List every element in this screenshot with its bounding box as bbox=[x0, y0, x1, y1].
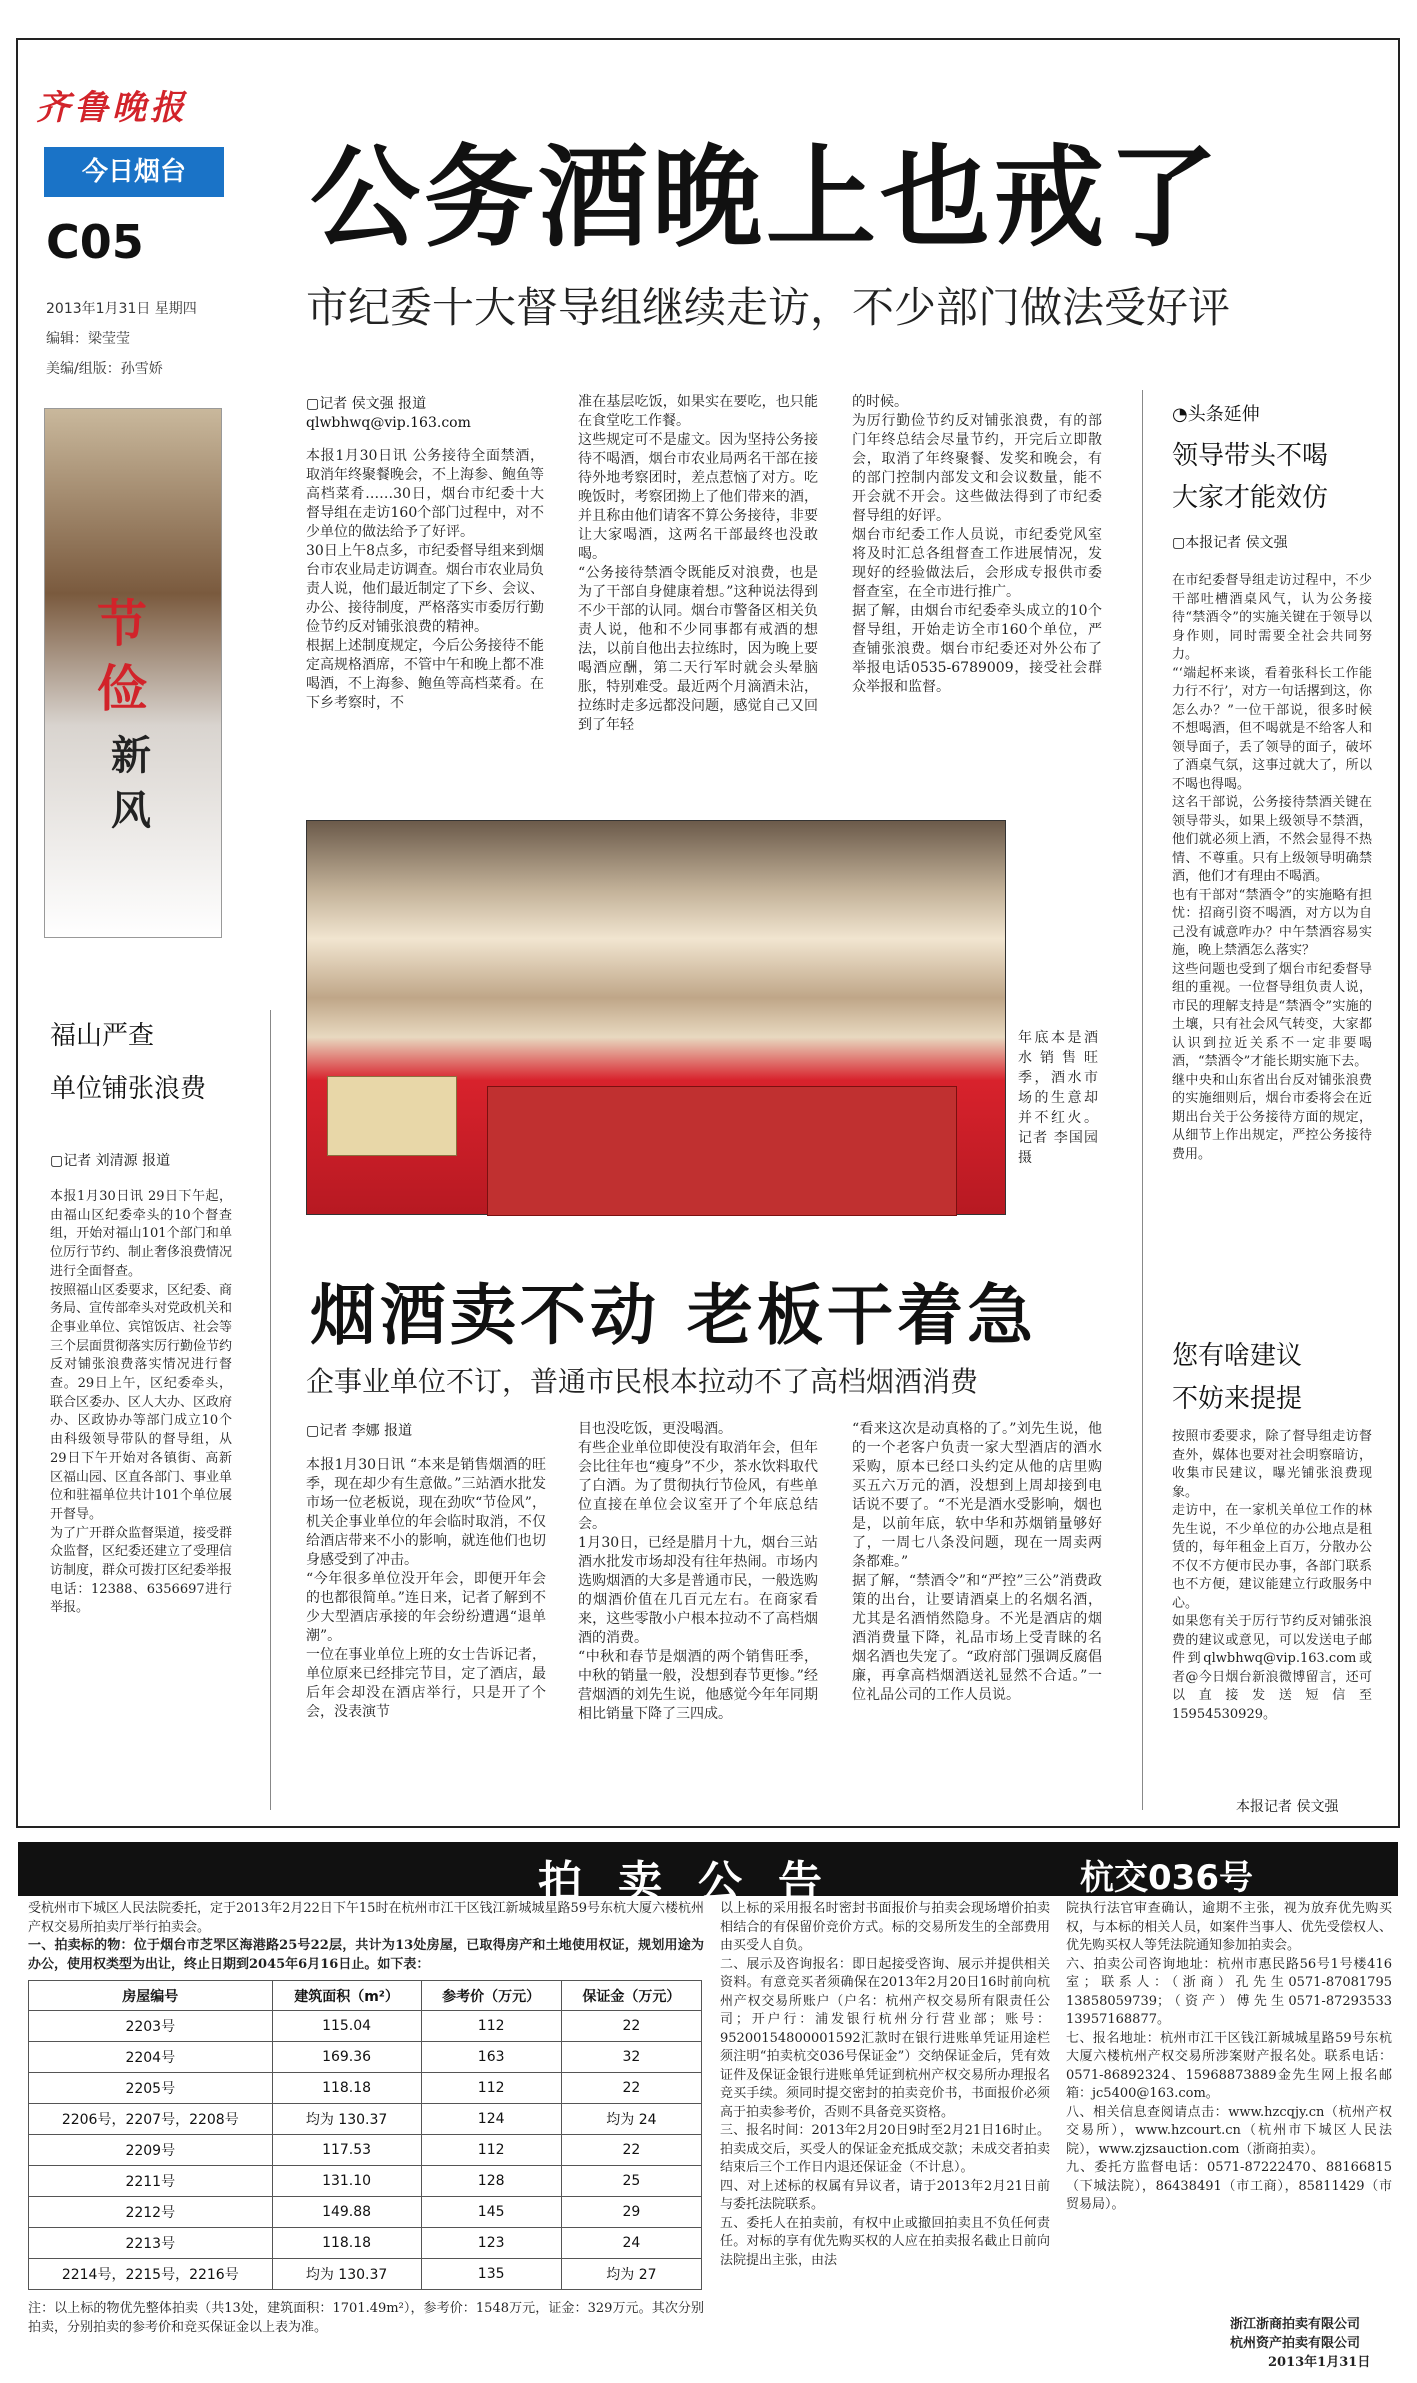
column-divider bbox=[1142, 390, 1143, 1810]
main-article-col-1: 本报1月30日讯 公务接待全面禁酒，取消年终聚餐晚会，不上海参、鲍鱼等高档菜肴……30日，烟台市纪委十大督导组在走访160个部门过程中，对不少单位的做法给予了好评。 30日上午8点多，市纪委督导组来到烟台市农业局走访调查。烟台市农业局负责人说，他们最近制定了下乡、会议、办公、接待制度，严格落实市委厉行勤俭节约反对铺张浪费的精神。 根据上述制度规定，今后公务接待不能定高规格酒席，不管中午和晚上都不准喝酒，不上海参、鲍鱼等高档菜肴。在下乡考察时，不 bbox=[306, 448, 544, 711]
page-code: C05 bbox=[46, 215, 144, 269]
frugality-promo-image bbox=[44, 408, 222, 938]
auction-note: 注：以上标的物优先整体拍卖（共13处，建筑面积：1701.49m²），参考价：1548万元，证金：329万元。其次分别拍卖，分别拍卖的参考价和竞买保证金以上表为准。 bbox=[28, 2301, 704, 2335]
extension-article-2: 按照市委要求，除了督导组走访督查外，媒体也要对社会明察暗访，收集市民建议，曝光铺张浪费现象。 走访中，在一家机关单位工作的林先生说，不少单位的办公地点是租赁的，每年租金上百万，分散办公不仅不方便市民办事，各部门联系也不方便，建议能建立行政服务中心。 如果您有关于厉行节约反对铺张浪费的建议或意见，可以发送电子邮件到qlwbhwq@vip.163.com或者@今日烟台新浪微博留言，还可以直接发送短信至15954530929。 bbox=[1172, 1429, 1372, 1722]
table-cell: 22 bbox=[561, 2135, 701, 2166]
table-cell: 2213号 bbox=[29, 2228, 273, 2259]
main-article-col-2: 准在基层吃饭，如果实在要吃，也只能在食堂吃工作餐。 这些规定可不是虚文。因为坚持公务接待不喝酒，烟台市农业局两名干部在接待外地考察团时，差点惹恼了对方。吃晚饭时，考察团拗上了他们带来的酒，并且称由他们请客不算公务接待，非要让大家喝酒，这两名干部最终也没敢喝。 “公务接待禁酒令既能反对浪费，也是为了干部自身健康着想。”这种说法得到不少干部的认同。烟台市警备区相关负责人说，他和不少同事都有戒酒的想法，以前自他出去拉练时，因为晚上要喝酒应酬，第二天行军时就会头晕脑胀，特别难受。最近两个月滴酒未沾，拉练时走多远都没问题，感觉自己又回到了年轻 bbox=[578, 394, 818, 733]
table-cell: 128 bbox=[421, 2166, 561, 2197]
table-row bbox=[29, 2166, 702, 2197]
table-cell: 145 bbox=[421, 2197, 561, 2228]
table-cell: 169.36 bbox=[272, 2042, 421, 2073]
product-shelf bbox=[327, 1076, 457, 1156]
table-cell: 24 bbox=[561, 2228, 701, 2259]
table-row bbox=[29, 2197, 702, 2228]
fushan-article: 本报1月30日讯 29日下午起，由福山区纪委牵头的10个督查组，开始对福山101个部门和单位厉行节约、制止奢侈浪费情况进行全面督查。 按照福山区委要求，区纪委、商务局、宣传部牵头对党政机关和企事业单位、宾馆饭店、社会等三个层面贯彻落实厉行勤俭节约反对铺张浪费落实情况进行督查。29日上午，区纪委牵头，联合区委办、区人大办、区政府办、区政协办等部门成立10个由科级领导带队的督导组，从29日下午开始对各镇街、高新区福山园、区直各部门、事业单位和驻福单位共计101个单位展开督导。 为了广开群众监督渠道，接受群众监督，区纪委还建立了受理信访制度，群众可拨打区纪委举报电话：12388、6356697进行举报。 bbox=[50, 1189, 232, 1616]
main-byline: ▢记者 侯文强 报道 bbox=[306, 396, 427, 412]
fushan-title-1: 福山严查 bbox=[50, 1021, 155, 1051]
table-cell: 均为 130.37 bbox=[272, 2259, 421, 2290]
table-cell: 2211号 bbox=[29, 2166, 273, 2197]
extension-label: ◔头条延伸 bbox=[1172, 404, 1260, 425]
table-cell: 均为 24 bbox=[561, 2104, 701, 2135]
promo-char-2: 俭 bbox=[97, 659, 147, 718]
fushan-byline: ▢记者 刘清源 报道 bbox=[50, 1153, 171, 1169]
extension-title-2: 大家才能效仿 bbox=[1172, 483, 1329, 513]
table-cell: 112 bbox=[421, 2073, 561, 2104]
table-cell: 2204号 bbox=[29, 2042, 273, 2073]
red-display-table bbox=[487, 1086, 957, 1216]
editor-line: 编辑：梁莹莹 bbox=[46, 331, 130, 347]
table-cell: 131.10 bbox=[272, 2166, 421, 2197]
auction-date: 2013年1月31日 bbox=[1268, 2355, 1371, 2370]
auction-title: 拍卖公告 bbox=[538, 1857, 858, 1908]
main-email: qlwbhwq@vip.163.com bbox=[306, 415, 471, 431]
date-line: 2013年1月31日 星期四 bbox=[46, 301, 197, 317]
table-row bbox=[29, 2042, 702, 2073]
table-cell: 2203号 bbox=[29, 2011, 273, 2042]
tobacco-col-3: “看来这次是动真格的了。”刘先生说，他的一个老客户负责一家大型酒店的酒水采购，原本已经口头约定从他的店里购买五六万元的酒，没想到上周却接到电话说不要了。“不光是酒水受影响，烟也是，以前年底，软中华和苏烟销量够好了，一周七八条没问题，现在一周卖两条都难。” 据了解，“禁酒令”和“严控”三公”消费政策的出台，让要请酒桌上的名烟名酒，尤其是名酒悄然隐身。不光是酒店的烟酒消费量下降，礼品市场上受青睐的名烟名酒也失宠了。“政府部门强调反腐倡廉，再拿高档烟酒送礼显然不合适。”一位礼品公司的工作人员说。 bbox=[852, 1421, 1102, 1703]
auction-company-1: 浙江浙商拍卖有限公司 bbox=[1230, 2317, 1361, 2332]
table-cell: 112 bbox=[421, 2135, 561, 2166]
tobacco-col-2: 目也没吃饭，更没喝酒。 有些企业单位即使没有取消年会，但年会比往年也“瘦身”不少，茶水饮料取代了白酒。为了贯彻执行节俭风，有些单位直接在单位会议室开了个年底总结会。 1月30日，已经是腊月十九，烟台三站酒水批发市场却没有往年热闹。市场内选购烟酒的大多是普通市民，一般选购的烟酒价值在几百元左右。在商家看来，这些零散小户根本拉动不了高档烟酒的消费。 “中秋和春节是烟酒的两个销售旺季，中秋的销量一般，没想到春节更惨。”经营烟酒的刘先生说，他感觉今年年同期相比销量下降了三四成。 bbox=[578, 1421, 818, 1722]
table-cell: 2206号，2207号，2208号 bbox=[29, 2104, 273, 2135]
table-cell: 112 bbox=[421, 2011, 561, 2042]
table-cell: 149.88 bbox=[272, 2197, 421, 2228]
table-cell: 124 bbox=[421, 2104, 561, 2135]
tobacco-subhead: 企事业单位不订，普通市民根本拉动不了高档烟酒消费 bbox=[306, 1365, 979, 1398]
table-cell: 115.04 bbox=[272, 2011, 421, 2042]
table-row bbox=[29, 2073, 702, 2104]
table-cell: 25 bbox=[561, 2166, 701, 2197]
promo-char-3: 新 bbox=[111, 732, 151, 779]
table-header: 房屋编号 bbox=[29, 1981, 273, 2011]
auction-intro: 受杭州市下城区人民法院委托，定于2013年2月22日下午15时在杭州市江干区钱江新城城星路59号东杭大厦六楼杭州产权交易所拍卖厅举行拍卖会。 bbox=[28, 1901, 704, 1935]
promo-char-4: 风 bbox=[111, 787, 151, 834]
table-row bbox=[29, 2228, 702, 2259]
extension-sign: 本报记者 侯文强 bbox=[1236, 1799, 1339, 1815]
section-tab[interactable]: 今日烟台 bbox=[44, 147, 224, 197]
extension-title-4: 不妨来提提 bbox=[1172, 1384, 1303, 1414]
tobacco-headline: 烟酒卖不动 老板干着急 bbox=[310, 1277, 1037, 1354]
table-cell: 均为 130.37 bbox=[272, 2104, 421, 2135]
auction-property-table bbox=[28, 1980, 702, 2290]
extension-title-3: 您有啥建议 bbox=[1172, 1341, 1303, 1371]
extension-byline: ▢本报记者 侯文强 bbox=[1172, 535, 1288, 551]
main-article-col-3: 的时候。 为厉行勤俭节约反对铺张浪费，有的部门年终总结会尽量节约，开完后立即散会，取消了年终聚餐、发奖和晚会，有的部门控制内部发文和会议数量，能不开会就不开会。这些做法得到了市纪委督导组的好评。 烟台市纪委工作人员说，市纪委党风室将及时汇总各组督查工作进展情况，发现好的经验做法后，会形成专报供市委督查室，在全市进行推广。 据了解，由烟台市纪委牵头成立的10个督导组，开始走访全市160个单位，严查铺张浪费。烟台市纪委还对外公布了举报电话0535-6789009，接受社会群众举报和监督。 bbox=[852, 394, 1102, 695]
main-subhead: 市纪委十大督导组继续走访，不少部门做法受好评 bbox=[306, 283, 1231, 332]
table-cell: 29 bbox=[561, 2197, 701, 2228]
table-cell: 118.18 bbox=[272, 2073, 421, 2104]
table-header: 参考价（万元） bbox=[421, 1981, 561, 2011]
liquor-market-photo bbox=[306, 820, 1006, 1215]
table-cell: 123 bbox=[421, 2228, 561, 2259]
table-row bbox=[29, 2104, 702, 2135]
table-cell: 118.18 bbox=[272, 2228, 421, 2259]
table-cell: 均为 27 bbox=[561, 2259, 701, 2290]
table-cell: 22 bbox=[561, 2011, 701, 2042]
table-header: 保证金（万元） bbox=[561, 1981, 701, 2011]
promo-char-1: 节 bbox=[97, 594, 147, 653]
designer-line: 美编/组版：孙雪娇 bbox=[46, 361, 163, 377]
newspaper-masthead: 齐鲁晚报 bbox=[36, 88, 188, 128]
table-cell: 2214号，2215号，2216号 bbox=[29, 2259, 273, 2290]
table-cell: 2205号 bbox=[29, 2073, 273, 2104]
table-cell: 2209号 bbox=[29, 2135, 273, 2166]
table-cell: 22 bbox=[561, 2073, 701, 2104]
photo-caption: 年底本是酒水销售旺季，酒水市场的生意却并不红火。记者 李国园 摄 bbox=[1018, 1030, 1098, 1166]
extension-title-1: 领导带头不喝 bbox=[1172, 441, 1329, 471]
table-row bbox=[29, 2259, 702, 2290]
auction-code: 杭交036号 bbox=[1080, 1858, 1253, 1898]
tobacco-byline: ▢记者 李娜 报道 bbox=[306, 1423, 413, 1439]
auction-col-3: 院执行法官审查确认，逾期不主张，视为放弃优先购买权，与本标的相关人员，如案件当事人、优先受偿权人、优先购买权人等凭法院通知参加拍卖会。 六、拍卖公司咨询地址：杭州市惠民路56号1号楼416室；联系人：（浙商）孔先生0571-87081795 13858059739；（资产）傅先生0571-87293533 13957168877。 七、报名地址：杭州市江干区钱江新城城星路59号东杭大厦六楼杭州产权交易所涉案财产报名处。联系电话：0571-86892324、15968873889金先生网上报名邮箱：jc5400@163.com。 八、相关信息查阅请点击：www.hzcqjy.cn（杭州产权交易所），www.hzcourt.cn（杭州市下城区人民法院），www.zjzsauction.com（浙商拍卖）。 九、委托方监督电话：0571-87222470、88166815（下城法院），86438491（市工商），85811429（市贸易局）。 bbox=[1066, 1901, 1392, 2212]
table-cell: 2212号 bbox=[29, 2197, 273, 2228]
tobacco-col-1: 本报1月30日讯 “本来是销售烟酒的旺季，现在却少有生意做。”三站酒水批发市场一位老板说，现在劲吹“节俭风”，机关企事业单位的年会临时取消，不仅给酒店带来不小的影响，就连他们也切身感受到了冲击。 “今年很多单位没开年会，即便开年会的也都很简单。”连日来，记者了解到不少大型酒店承接的年会纷纷遭遇“退单潮”。 一位在事业单位上班的女士告诉记者，单位原来已经排完节目，定了酒店，最后年会却没在酒店举行，只是开了个会，没表演节 bbox=[306, 1457, 546, 1720]
table-cell: 117.53 bbox=[272, 2135, 421, 2166]
table-cell: 32 bbox=[561, 2042, 701, 2073]
main-headline: 公务酒晚上也戒了 bbox=[310, 134, 1222, 262]
table-row bbox=[29, 2135, 702, 2166]
auction-item-title: 一、拍卖标的物：位于烟台市芝罘区海港路25号22层，共计为13处房屋，已取得房产和土地使用权证，规划用途为办公，使用权类型为出让，终止日期到2045年6月16日止。如下表： bbox=[28, 1938, 704, 1972]
table-row bbox=[29, 2011, 702, 2042]
fushan-title-2: 单位铺张浪费 bbox=[50, 1074, 207, 1104]
table-cell: 163 bbox=[421, 2042, 561, 2073]
table-cell: 135 bbox=[421, 2259, 561, 2290]
column-divider bbox=[270, 1010, 271, 1810]
table-header: 建筑面积（m²） bbox=[272, 1981, 421, 2011]
auction-company-2: 杭州资产拍卖有限公司 bbox=[1230, 2336, 1361, 2351]
extension-article: 在市纪委督导组走访过程中，不少干部吐槽酒桌风气，认为公务接待“禁酒令”的实施关键在于领导以身作则，同时需要全社会共同努力。 “‘端起杯来谈，看着张科长工作能力行不行’，对方一句话撂到这，你怎么办？”一位干部说，很多时候不想喝酒，但不喝就是不给客人和领导面子，丢了领导的面子，破坏了酒桌气氛，这事过就大了，所以不喝也得喝。 这名干部说，公务接待禁酒关键在领导带头，如果上级领导不禁酒，他们就必须上酒，不然会显得不热情、不尊重。只有上级领导明确禁酒，他们才有理由不喝酒。 也有干部对“禁酒令”的实施略有担忧：招商引资不喝酒，对方以为自己没有诚意咋办？中午禁酒容易实施，晚上禁酒怎么落实？ 这些问题也受到了烟台市纪委督导组的重视。一位督导组负责人说，市民的理解支持是“禁酒令”实施的土壤，只有社会风气转变，大家都认识到拉近关系不一定非要喝酒，“禁酒令”才能长期实施下去。 继中央和山东省出台反对铺张浪费的实施细则后，烟台市委将会在近期出台关于公务接待方面的规定，从细节上作出规定，严控公务接待费用。 bbox=[1172, 573, 1372, 1162]
table-header-row bbox=[29, 1981, 702, 2011]
auction-col-2: 以上标的采用报名时密封书面报价与拍卖会现场增价拍卖相结合的有保留价竞价方式。标的交易所发生的全部费用由买受人自负。 二、展示及咨询报名：即日起接受咨询、展示并提供相关资料。有意竞买者须确保在2013年2月20日16时前向杭州产权交易所账户（户名：杭州产权交易所有限责任公司；开户行：浦发银行杭州分行营业部；账号：95200154800001592汇款时在银行进账单凭证用途栏须注明“拍卖杭交036号保证金”）交纳保证金后，凭有效证件及保证金银行进账单凭证到杭州产权交易所办理报名竞买手续。须同时提交密封的拍卖竞价书，书面报价必须高于拍卖参考价，否则不具备竞买资格。 三、报名时间：2013年2月20日9时至2月21日16时止。拍卖成交后，买受人的保证金充抵成交款；未成交者拍卖结束后三个工作日内退还保证金（不计息）。 四、对上述标的权属有异议者，请于2013年2月21日前与委托法院联系。 五、委托人在拍卖前，有权中止或撤回拍卖且不负任何责任。对标的享有优先购买权的人应在拍卖报名截止日前向法院提出主张，由法 bbox=[720, 1901, 1050, 2268]
auction-title-bar bbox=[18, 1842, 1398, 1908]
